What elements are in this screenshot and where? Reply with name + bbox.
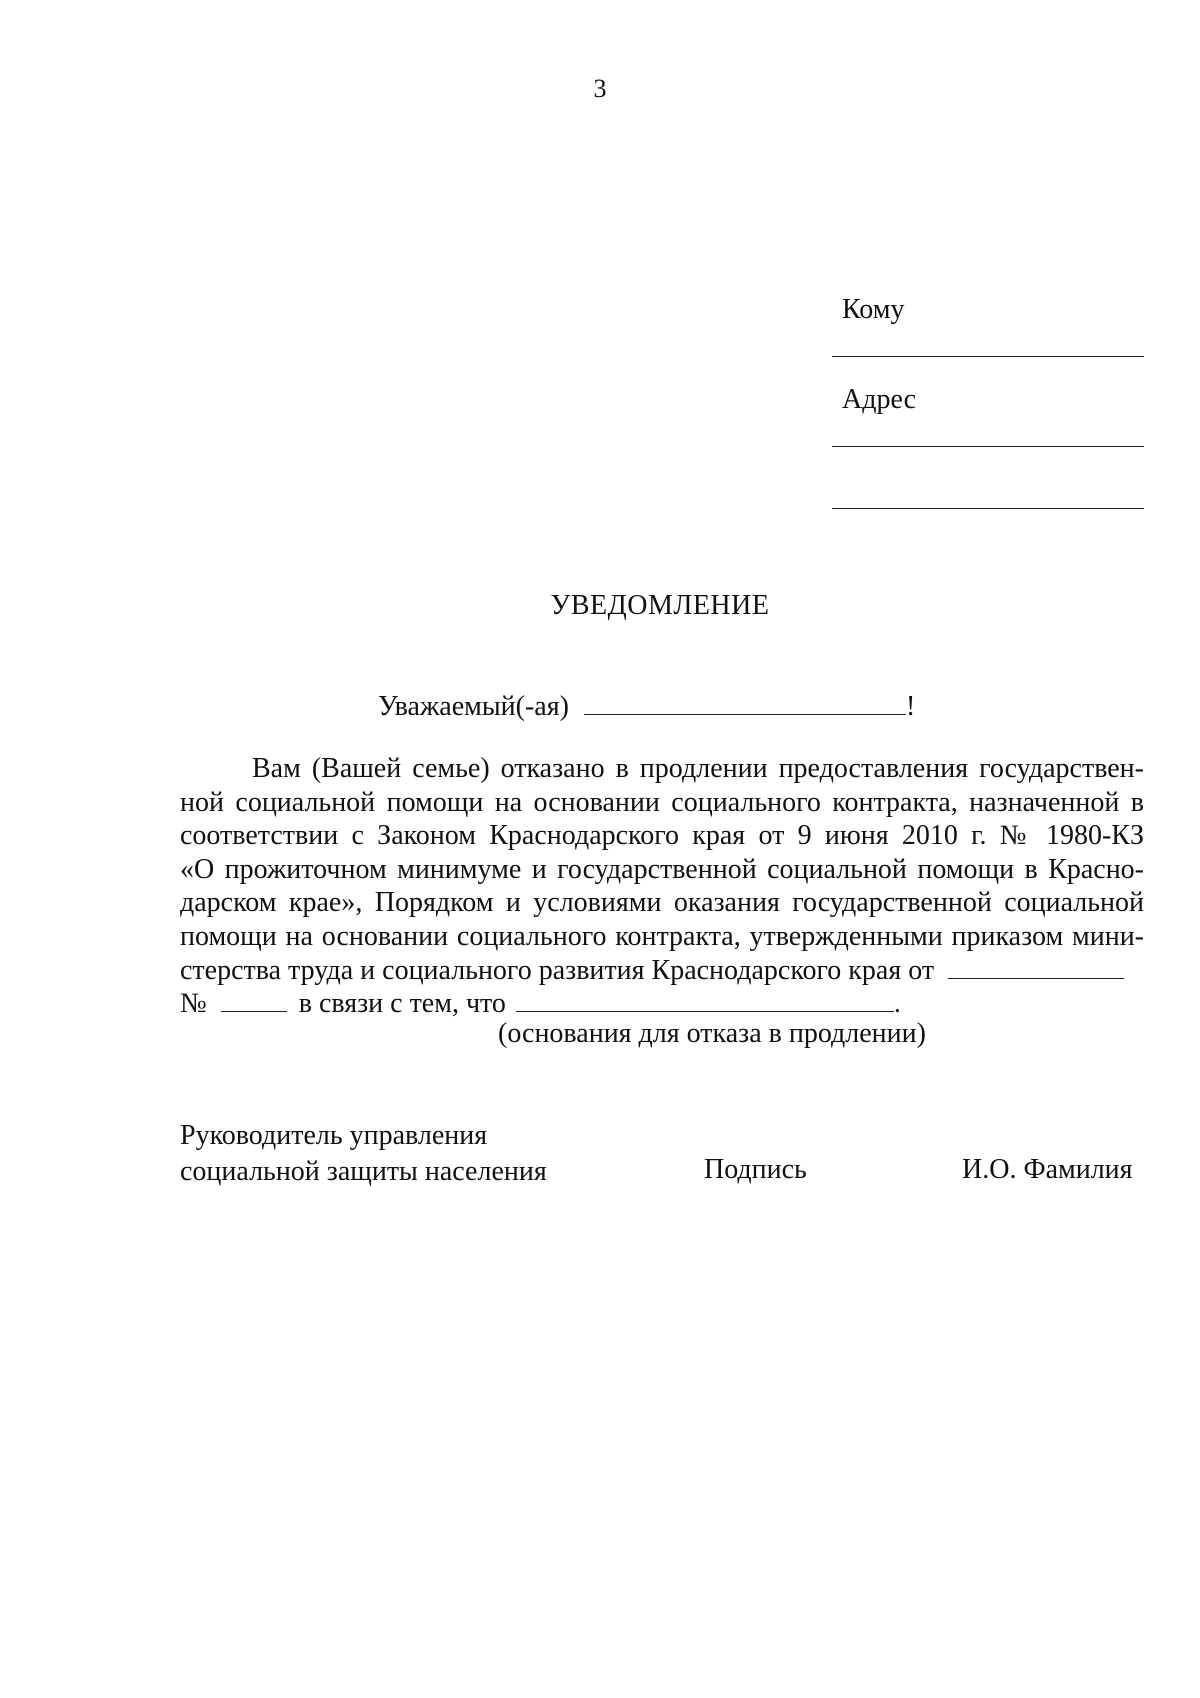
body-line-1: Вам (Вашей семье) отказано в продлении предоставления государствен- — [252, 753, 1144, 784]
body-line-8-end: . — [893, 988, 901, 1020]
page-number: 3 — [593, 74, 607, 103]
notice-body — [180, 752, 1144, 1021]
signatory-name: И.О. Фамилия — [962, 1154, 1133, 1185]
reason-blank — [516, 987, 894, 1012]
order-date-blank — [948, 954, 1124, 979]
body-line-3: соответствии с Законом Краснодарского края от 9 июня 2010 г. № 1980-КЗ — [180, 820, 1144, 852]
greeting-suffix: ! — [905, 691, 916, 722]
body-line-7 — [180, 954, 1144, 988]
order-number-blank — [221, 987, 287, 1012]
greeting-prefix: Уважаемый(-ая) — [378, 691, 569, 722]
address-line-2 — [832, 508, 1144, 509]
reason-hint: (основания для отказа в продлении) — [498, 1018, 926, 1049]
signature-label: Подпись — [704, 1154, 807, 1185]
body-line-4: «О прожиточном минимуме и государственной социальной помощи в Красно- — [180, 853, 1144, 885]
position-line-1: Руководитель управления — [180, 1120, 488, 1151]
body-line-6: помощи на основании социального контракта, утвержденными приказом мини- — [180, 920, 1144, 952]
body-line-2: ной социальной помощи на основании социального контракта, назначенной в — [180, 786, 1144, 818]
body-line-7-text: стерства труда и социального развития Краснодарского края от — [180, 954, 935, 986]
recipient-name-blank — [584, 690, 906, 715]
to-label: Кому — [842, 294, 905, 325]
number-sign: № — [180, 988, 207, 1020]
signatory-position — [180, 1118, 547, 1190]
document-title: УВЕДОМЛЕНИЕ — [550, 590, 770, 621]
body-line-8-text: в связи с тем, что — [298, 988, 506, 1020]
position-line-2: социальной защиты населения — [180, 1156, 547, 1187]
to-line — [832, 356, 1144, 357]
greeting — [378, 690, 915, 723]
body-line-8 — [180, 987, 1144, 1021]
body-line-5: дарском крае», Порядком и условиями оказания государственной социальной — [180, 887, 1144, 919]
address-label: Адрес — [842, 384, 917, 415]
address-line-1 — [832, 446, 1144, 447]
